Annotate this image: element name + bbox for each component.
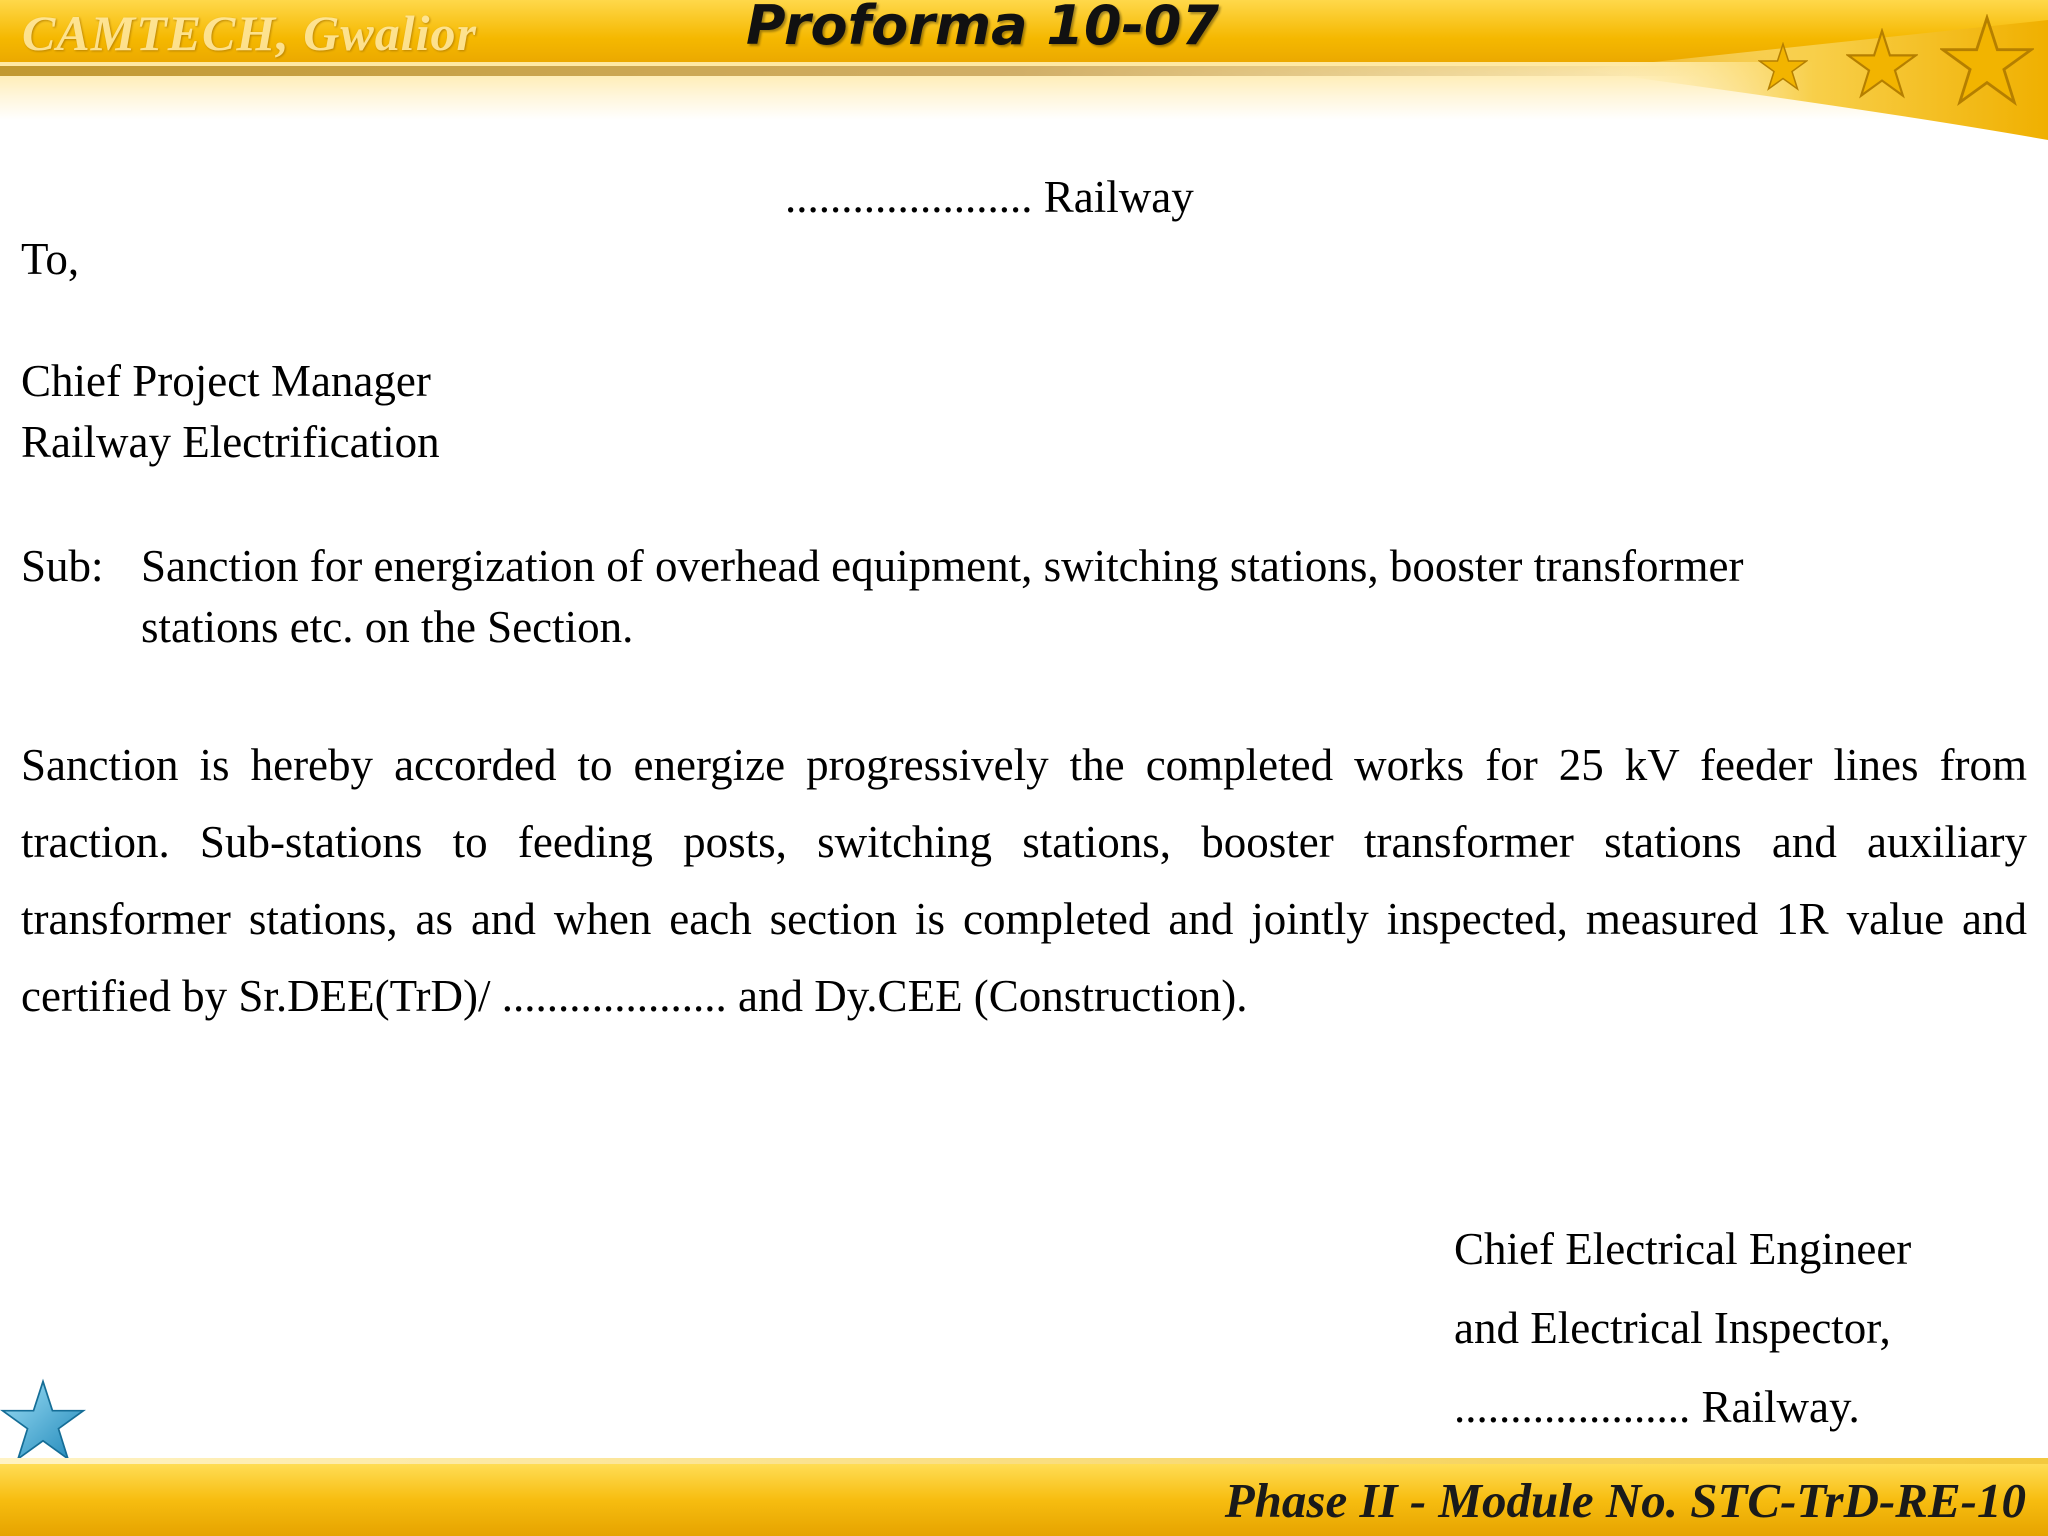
addressee-line: Chief Project Manager: [21, 356, 431, 406]
salutation: To,: [21, 234, 80, 284]
subject-label: Sub:: [21, 541, 104, 591]
signature-line: and Electrical Inspector,: [1454, 1303, 1891, 1353]
header-banner: [0, 0, 2048, 140]
brand-label: CAMTECH, Gwalior: [22, 5, 477, 61]
header-shadow: [0, 66, 1700, 76]
star-icon: [1758, 42, 1808, 92]
signature-block: [1454, 1210, 1911, 1447]
star-icon: [0, 1378, 86, 1464]
subject-line: Sanction for energization of overhead equipment, switching stations, booster transformer: [141, 541, 1744, 591]
star-icon: [1846, 28, 1918, 100]
signature-line: ..................... Railway.: [1454, 1382, 1860, 1432]
subject-line: stations etc. on the Section.: [141, 602, 634, 652]
star-icon: [1940, 14, 2034, 108]
sanction-paragraph: Sanction is hereby accorded to energize progressively the completed works for 25 kV feeder lines from traction. Sub-stations to feeding posts, switching stations, booster transformer stations and auxiliary transformer stations, as and when each section is completed and jointly inspected, measured 1R value and certified by Sr.DEE(TrD)/ .................... and Dy.CEE (Construction).: [21, 740, 2027, 1021]
railway-line: ...................... Railway: [785, 172, 1194, 222]
page-title: Proforma 10-07: [746, 0, 1220, 57]
module-label: Phase II - Module No. STC-TrD-RE-10: [1224, 1473, 2026, 1528]
signature-line: Chief Electrical Engineer: [1454, 1224, 1912, 1274]
addressee-line: Railway Electrification: [21, 417, 440, 467]
